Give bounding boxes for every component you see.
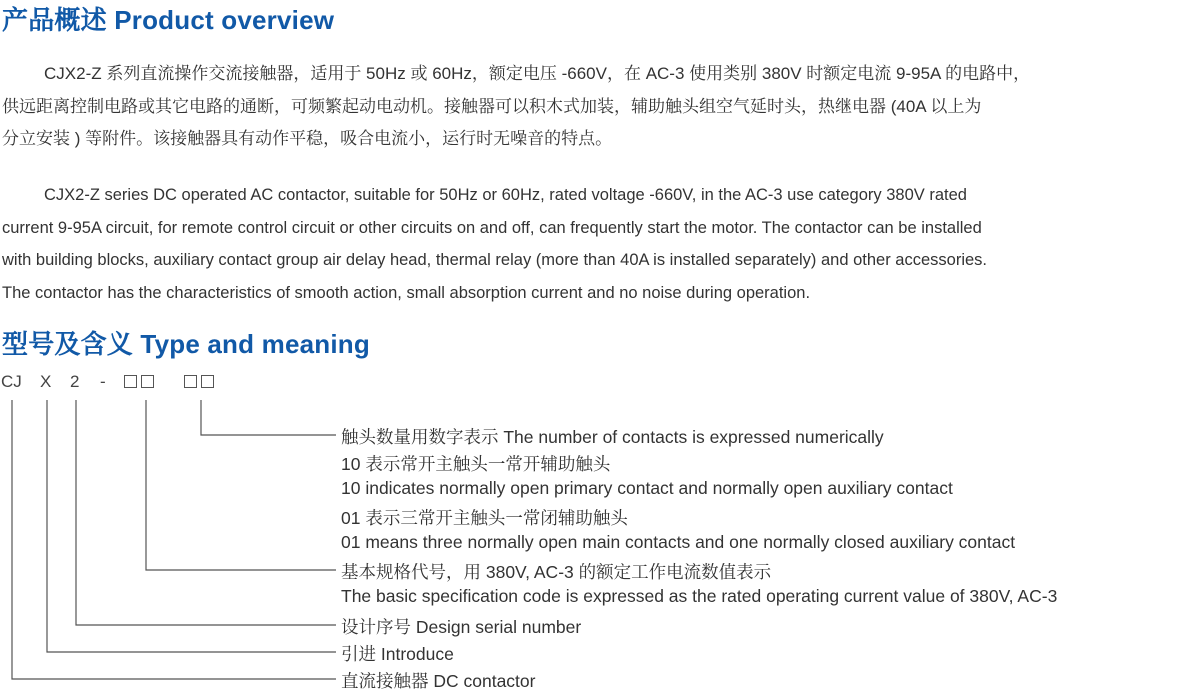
paragraph-line: with building blocks, auxiliary contact group air delay head, thermal relay (more than 40A is installed separately) and other accessories.: [2, 251, 988, 269]
bracket-line-introduce: [47, 400, 336, 652]
desc-01-en: 01 means three normally open main contacts and one normally closed auxiliary contact: [341, 532, 1016, 552]
paragraph-line: 分立安装 ) 等附件。该接触器具有动作平稳，吸合电流小，运行时无噪音的特点。: [2, 129, 613, 148]
bracket-line-dc: [12, 400, 336, 679]
bracket-line-contacts: [201, 400, 336, 435]
paragraph-line: CJX2-Z 系列直流操作交流接触器，适用于 50Hz 或 60Hz，额定电压 -660V，在 AC-3 使用类别 380V 时额定电流 9-95A 的电路中，: [44, 64, 1031, 83]
code-part-dash: -: [100, 372, 106, 391]
section-title-product-overview: 产品概述 Product overview: [2, 5, 335, 35]
desc-dc-contactor: 直流接触器 DC contactor: [341, 671, 536, 691]
bracket-line-spec: [146, 400, 336, 570]
paragraph-line: 供远距离控制电路或其它电路的通断，可频繁起动电动机。接触器可以积木式加装，辅助触头组空气延时头，热继电器 (40A 以上为: [2, 96, 982, 116]
code-part-2: 2: [70, 372, 80, 391]
paragraph-line: The contactor has the characteristics of smooth action, small absorption current and no noise during operation.: [2, 283, 811, 302]
paragraph-line: current 9-95A circuit, for remote control circuit or other circuits on and off, can frequently start the motor. The contactor can be installed: [2, 218, 982, 237]
bracket-line-design: [76, 400, 336, 625]
section-title-type-and-meaning: 型号及含义 Type and meaning: [2, 329, 370, 359]
desc-spec-en: The basic specification code is expressed as the rated operating current value of 380V, AC-3: [341, 586, 1058, 606]
code-part-x: X: [40, 372, 52, 391]
desc-10-cn: 10 表示常开主触头一常开辅助触头: [341, 454, 611, 474]
desc-contacts: 触头数量用数字表示 The number of contacts is expressed numerically: [341, 427, 884, 447]
desc-spec-cn: 基本规格代号，用 380V, AC-3 的额定工作电流数值表示: [341, 562, 772, 582]
desc-01-cn: 01 表示三常开主触头一常闭辅助触头: [341, 508, 628, 528]
code-part-cj: CJ: [1, 372, 22, 391]
desc-introduce: 引进 Introduce: [341, 644, 454, 664]
desc-10-en: 10 indicates normally open primary contact and normally open auxiliary contact: [341, 478, 953, 498]
paragraph-line: CJX2-Z series DC operated AC contactor, suitable for 50Hz or 60Hz, rated voltage -660V, in the AC-3 use category 380V rated: [44, 186, 967, 204]
desc-design-serial: 设计序号 Design serial number: [341, 617, 582, 637]
